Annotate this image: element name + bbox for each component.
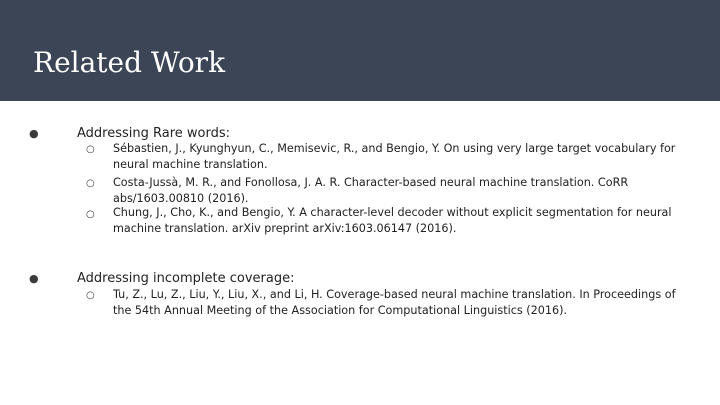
reference-item: Tu, Z., Lu, Z., Liu, Y., Liu, X., and Li, H. Coverage-based neural machine translation. In Proceedings of the 54th Annual Meeting of the Association for Computational Linguistics (2016).	[113, 288, 676, 318]
slide-title: Related Work	[33, 46, 226, 79]
bullet-icon: ●	[29, 272, 39, 285]
bullet-icon: ●	[29, 127, 39, 140]
reference-item: Sébastien, J., Kyunghyun, C., Memisevic, R., and Bengio, Y. On using very large target vocabulary for neural machine translation.	[113, 142, 676, 172]
sub-bullet-icon: ○	[86, 209, 95, 220]
sub-bullet-icon: ○	[86, 178, 95, 189]
section-heading-incomplete-coverage: Addressing incomplete coverage:	[77, 271, 295, 286]
reference-item: Costa-Jussà, M. R., and Fonollosa, J. A. R. Character-based neural machine translation. CoRR abs/1603.00810 (2016).	[113, 176, 629, 206]
sub-bullet-icon: ○	[86, 144, 95, 155]
reference-item: Chung, J., Cho, K., and Bengio, Y. A character-level decoder without explicit segmentation for neural machine translation. arXiv preprint arXiv:1603.06147 (2016).	[113, 206, 672, 236]
sub-bullet-icon: ○	[86, 290, 95, 301]
section-heading-rare-words: Addressing Rare words:	[77, 126, 231, 141]
